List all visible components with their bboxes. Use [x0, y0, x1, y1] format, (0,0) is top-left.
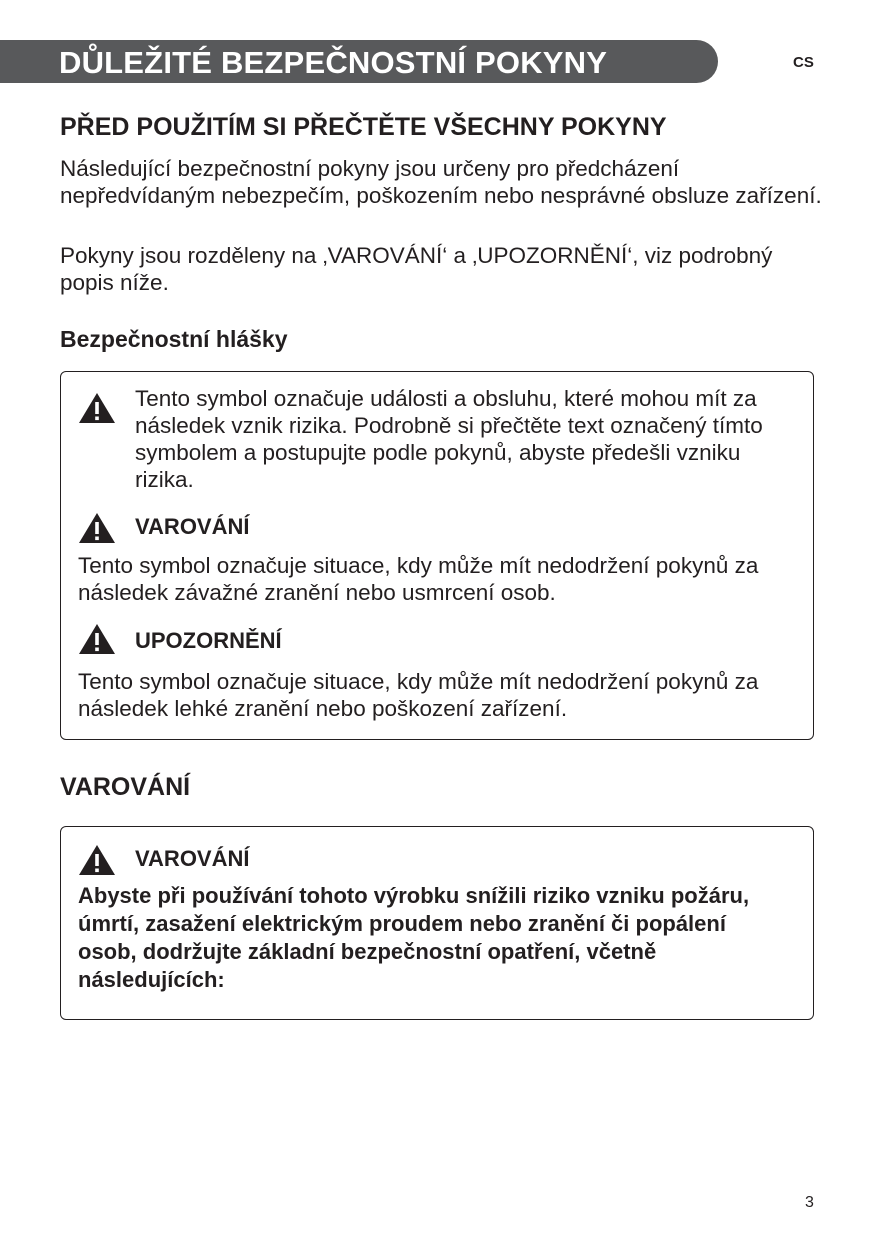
intro-heading: PŘED POUŽITÍM SI PŘEČTĚTE VŠECHNY POKYNY	[60, 113, 667, 141]
warning-label: VAROVÁNÍ	[135, 514, 250, 539]
symbol-description: Tento symbol označuje události a obsluhu, které mohou mít za následek vznik rizika. Podrobně si přečtěte text označený tímto symbolem a postupujte podle pokynů, abyste předešli vzniku rizika.	[135, 386, 763, 492]
intro-paragraph-1: Následující bezpečnostní pokyny jsou určeny pro předcházení nepředvídaným nebezpečím, poškozením nebo nesprávné obsluze zařízení.	[60, 156, 822, 208]
warning-description: Tento symbol označuje situace, kdy může mít nedodržení pokynů za následek závažné zranění nebo usmrcení osob.	[78, 553, 759, 605]
warning-triangle-icon	[78, 844, 116, 876]
warning-triangle-icon	[78, 512, 116, 544]
warning-box-label: VAROVÁNÍ	[135, 846, 250, 871]
warning-triangle-icon	[78, 623, 116, 655]
warning-section-heading: VAROVÁNÍ	[60, 773, 191, 801]
page-title: DŮLEŽITÉ BEZPEČNOSTNÍ POKYNY	[59, 45, 608, 80]
language-code: CS	[793, 54, 814, 71]
page-number: 3	[805, 1194, 814, 1211]
warning-triangle-icon	[78, 392, 116, 424]
caution-description: Tento symbol označuje situace, kdy může mít nedodržení pokynů za následek lehké zranění nebo poškození zařízení.	[78, 669, 759, 721]
intro-paragraph-2: Pokyny jsou rozděleny na ‚VAROVÁNÍ‘ a ‚UPOZORNĚNÍ‘, viz podrobný popis níže.	[60, 243, 773, 295]
caution-label: UPOZORNĚNÍ	[135, 628, 282, 653]
warning-box-text: Abyste při používání tohoto výrobku snížili riziko vzniku požáru, úmrtí, zasažení elektrickým proudem nebo zranění či popálení osob, dodržujte základní bezpečnostní opatření, včetně následujících:	[78, 883, 750, 992]
safety-messages-heading: Bezpečnostní hlášky	[60, 326, 288, 352]
